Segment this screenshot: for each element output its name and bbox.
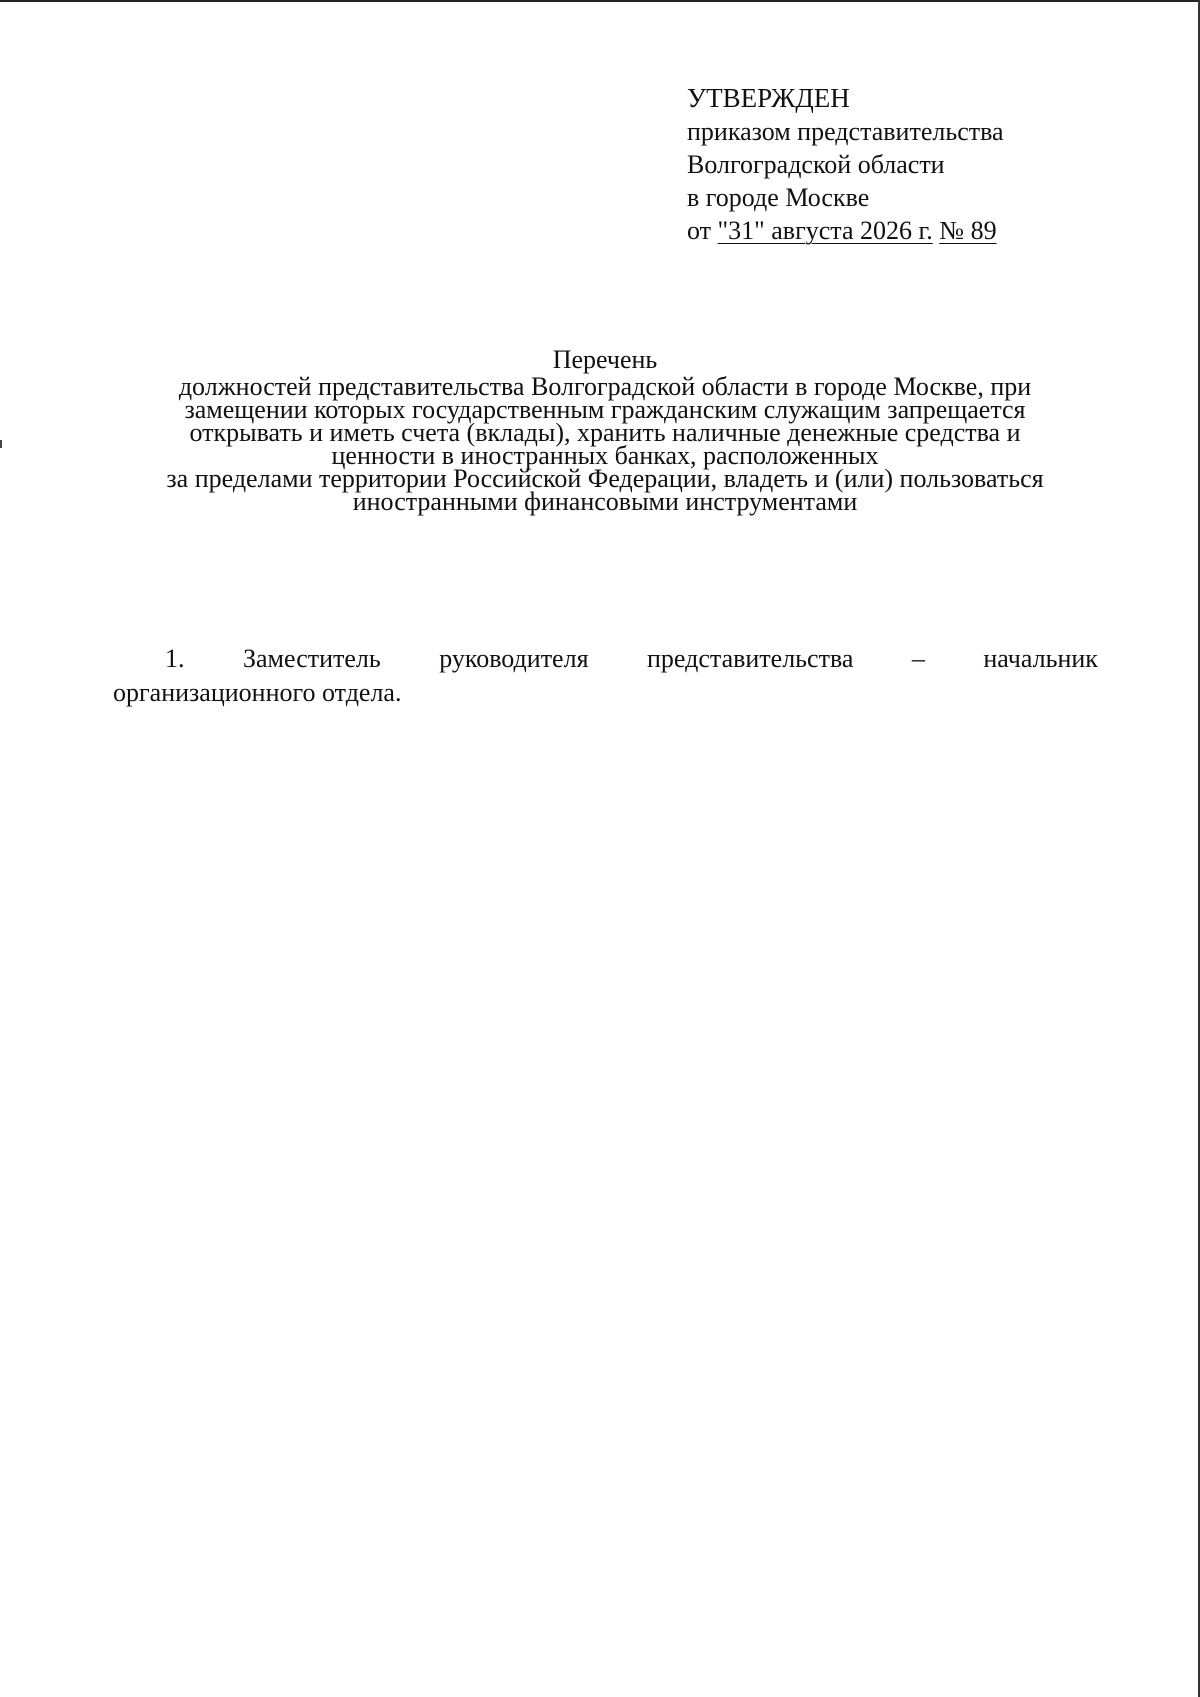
scan-speck [0, 440, 2, 448]
approval-date-prefix: от [687, 216, 718, 245]
list-item-word: руководителя [439, 644, 589, 673]
title-line: иностранными финансовыми инструментами [352, 487, 858, 516]
approval-line-region: Волгоградской области [687, 150, 945, 179]
list-item-word: представительства [647, 644, 854, 673]
approval-line-city: в городе Москве [687, 183, 870, 212]
approval-line-order: приказом представительства [687, 117, 1004, 146]
list-item-dash: – [911, 644, 925, 673]
list-item [113, 642, 1098, 710]
list-item-first-line [113, 642, 1098, 676]
list-item-word: начальник [983, 644, 1098, 673]
approval-date-line [687, 214, 1127, 247]
approval-block [687, 82, 1127, 247]
document-title: Перечень [552, 345, 658, 374]
approval-date-underlined [718, 216, 933, 245]
list-item-number: 1. [165, 644, 185, 673]
approval-date-day: "31" [717, 216, 765, 245]
approval-number-sign: № [939, 216, 965, 245]
approval-number-value: 89 [964, 216, 997, 245]
approval-date-month-year: августа 2026 г. [764, 216, 933, 245]
document-title-block [90, 345, 1120, 516]
list-item-word: Заместитель [242, 644, 381, 673]
title-line: открывать и иметь счета (вклады), хранить наличные денежные средства и [189, 418, 1021, 447]
title-line: за пределами территории Российской Федерации, владеть и (или) пользоваться [166, 464, 1044, 493]
approval-heading: УТВЕРЖДЕН [687, 83, 850, 113]
approval-number-underlined [939, 216, 996, 245]
title-line: должностей представительства Волгоградской области в городе Москве, при [178, 372, 1032, 401]
list-item-continuation: организационного отдела. [113, 678, 402, 707]
title-line: замещении которых государственным гражданским служащим запрещается [184, 395, 1026, 424]
title-line: ценности в иностранных банках, расположенных [331, 441, 879, 470]
scan-border-top [0, 0, 1200, 2]
